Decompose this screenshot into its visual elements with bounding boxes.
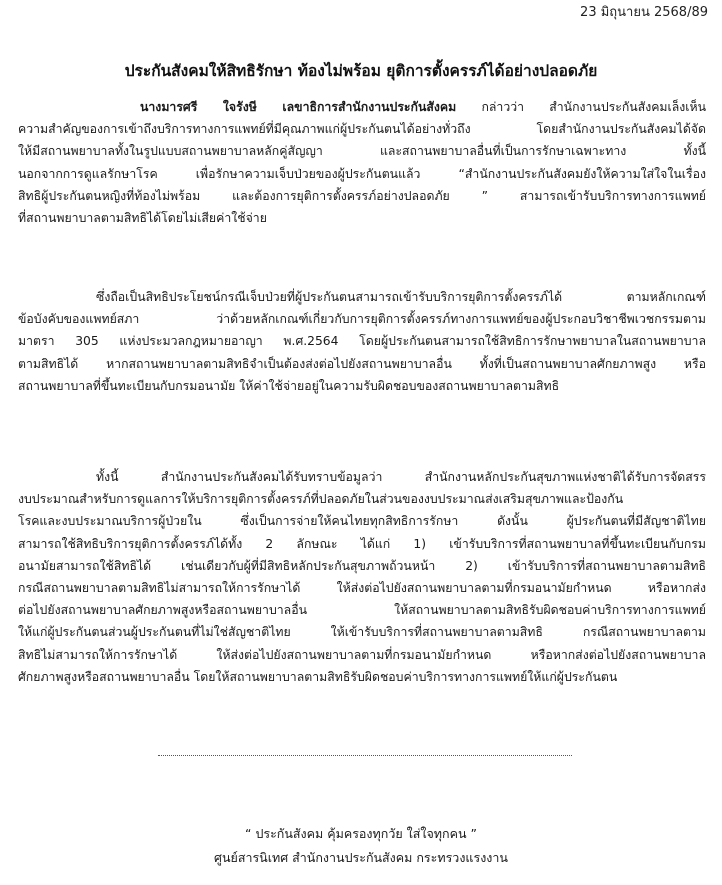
paragraph-line: งบประมาณสำหรับการดูแลการให้บริการยุติการตั้งครรภ์ที่ปลอดภัยในส่วนของงบประมาณส่งเสริมสุขภาพและป้องกัน <box>18 492 624 507</box>
paragraph-line: ซึ่งถือเป็นสิทธิประโยชน์กรณีเจ็บป่วยที่ผู้ประกันตนสามารถเข้ารับบริการยุติการตั้งครรภ์ได้ ตามหลักเกณฑ์ <box>96 290 706 304</box>
paragraph-line: โรคและงบประมาณบริการผู้ป่วยใน ซึ่งเป็นการจ่ายให้คนไทยทุกสิทธิการรักษา ดังนั้น ผู้ประกันตนที่มีสัญชาติไทย <box>18 514 706 529</box>
paragraph-2 <box>18 286 706 397</box>
dotted-divider <box>158 755 572 756</box>
paragraph-line: ให้มีสถานพยาบาลทั้งในรูปแบบสถานพยาบาลหลักคู่สัญญา และสถานพยาบาลอื่นที่เป็นการรักษาเฉพาะทาง ทั้งนี้ <box>18 144 706 159</box>
paragraph-line: สิทธิผู้ประกันตนหญิงที่ท้องไม่พร้อม และต้องการยุติการตั้งครรภ์อย่างปลอดภัย ” สามารถเข้ารับบริการทางการแพทย์ <box>18 188 706 203</box>
paragraph-line: ตามสิทธิได้ หากสถานพยาบาลตามสิทธิจำเป็นต้องส่งต่อไปยังสถานพยาบาลอื่น ทั้งที่เป็นสถานพยาบาลศักยภาพสูง หรือ <box>18 356 706 371</box>
paragraph-line: ความสำคัญของการเข้าถึงบริการทางการแพทย์ที่มีคุณภาพแก่ผู้ประกันตนได้อย่างทั่วถึง โดยสำนักงานประกันสังคมได้จัด <box>18 122 706 137</box>
paragraph-line: สามารถใช้สิทธิบริการยุติการตั้งครรภ์ได้ทั้ง 2 ลักษณะ ได้แก่ 1) เข้ารับบริการที่สถานพยาบาลที่ขึ้นทะเบียนกับกรม <box>18 536 706 551</box>
paragraph-line: ต่อไปยังสถานพยาบาลศักยภาพสูงหรือสถานพยาบาลอื่น ให้สถานพยาบาลตามสิทธิรับผิดชอบค่าบริการทางการแพทย์ <box>18 603 706 618</box>
paragraph-1 <box>18 96 706 229</box>
lead-text: กล่าวว่า สำนักงานประกันสังคมเล็งเห็น <box>456 100 706 114</box>
paragraph-line: มาตรา 305 แห่งประมวลกฎหมายอาญา พ.ศ.2564 โดยผู้ประกันตนสามารถใช้สิทธิการรักษาพยาบาลในสถานพยาบาล <box>18 334 706 349</box>
paragraph-line: ข้อบังคับของแพทย์สภา ว่าด้วยหลักเกณฑ์เกี่ยวกับการยุติการตั้งครรภ์ทางการแพทย์ของผู้ประกอบวิชาชีพเวชกรรมตาม <box>18 312 706 327</box>
speaker-name: นางมารศรี ใจรังษี เลขาธิการสำนักงานประกันสังคม <box>140 100 457 114</box>
paragraph-line: สิทธิไม่สามารถให้การรักษาได้ ให้ส่งต่อไปยังสถานพยาบาลตามที่กรมอนามัยกำหนด หรือหากส่งต่อไปยังสถานพยาบาล <box>18 647 706 662</box>
paragraph-line: ทั้งนี้ สำนักงานประกันสังคมได้รับทราบข้อมูลว่า สำนักงานหลักประกันสุขภาพแห่งชาติได้รับการจัดสรร <box>96 470 706 484</box>
paragraph-3 <box>18 466 706 688</box>
paragraph-line: นอกจากการดูแลรักษาโรค เพื่อรักษาความเจ็บป่วยของผู้ประกันตนแล้ว “สำนักงานประกันสังคมยังให้ความใส่ใจในเรื่อง <box>18 166 706 181</box>
paragraph-line: กรณีสถานพยาบาลตามสิทธิไม่สามารถให้การรักษาได้ ให้ส่งต่อไปยังสถานพยาบาลตามที่กรมอนามัยกำหนด หรือหากส่ง <box>18 580 706 595</box>
paragraph-line: ที่สถานพยาบาลตามสิทธิได้โดยไม่เสียค่าใช้จ่าย <box>18 210 267 225</box>
paragraph-line: สถานพยาบาลที่ขึ้นทะเบียนกับกรมอนามัย ให้ค่าใช้จ่ายอยู่ในความรับผิดชอบของสถานพยาบาลตามสิทธิ <box>18 378 560 393</box>
footer-organization: ศูนย์สารนิเทศ สำนักงานประกันสังคม กระทรวงแรงงาน <box>214 850 508 865</box>
paragraph-line: ให้แก่ผู้ประกันตนส่วนผู้ประกันตนที่ไม่ใช่สัญชาติไทย ให้เข้ารับบริการที่สถานพยาบาลตามสิทธิ กรณีสถานพยาบาลตาม <box>18 625 706 640</box>
paragraph-line: ศักยภาพสูงหรือสถานพยาบาลอื่น โดยให้สถานพยาบาลตามสิทธิรับผิดชอบค่าบริการทางการแพทย์ให้แก่ผู้ประกันตน <box>18 669 618 684</box>
paragraph-line <box>18 96 706 118</box>
document-title: ประกันสังคมให้สิทธิรักษา ท้องไม่พร้อม ยุติการตั้งครรภ์ได้อย่างปลอดภัย <box>124 62 598 80</box>
footer-slogan: “ ประกันสังคม คุ้มครองทุกวัย ใส่ใจทุกคน ” <box>245 826 477 841</box>
paragraph-line: อนามัยสามารถใช้สิทธิได้ เช่นเดียวกับผู้ที่มีสิทธิหลักประกันสุขภาพถ้วนหน้า 2) เข้ารับบริการที่สถานพยาบาลตามสิทธิ <box>18 558 706 573</box>
release-date: 23 มิถุนายน 2568/89 <box>580 5 708 20</box>
